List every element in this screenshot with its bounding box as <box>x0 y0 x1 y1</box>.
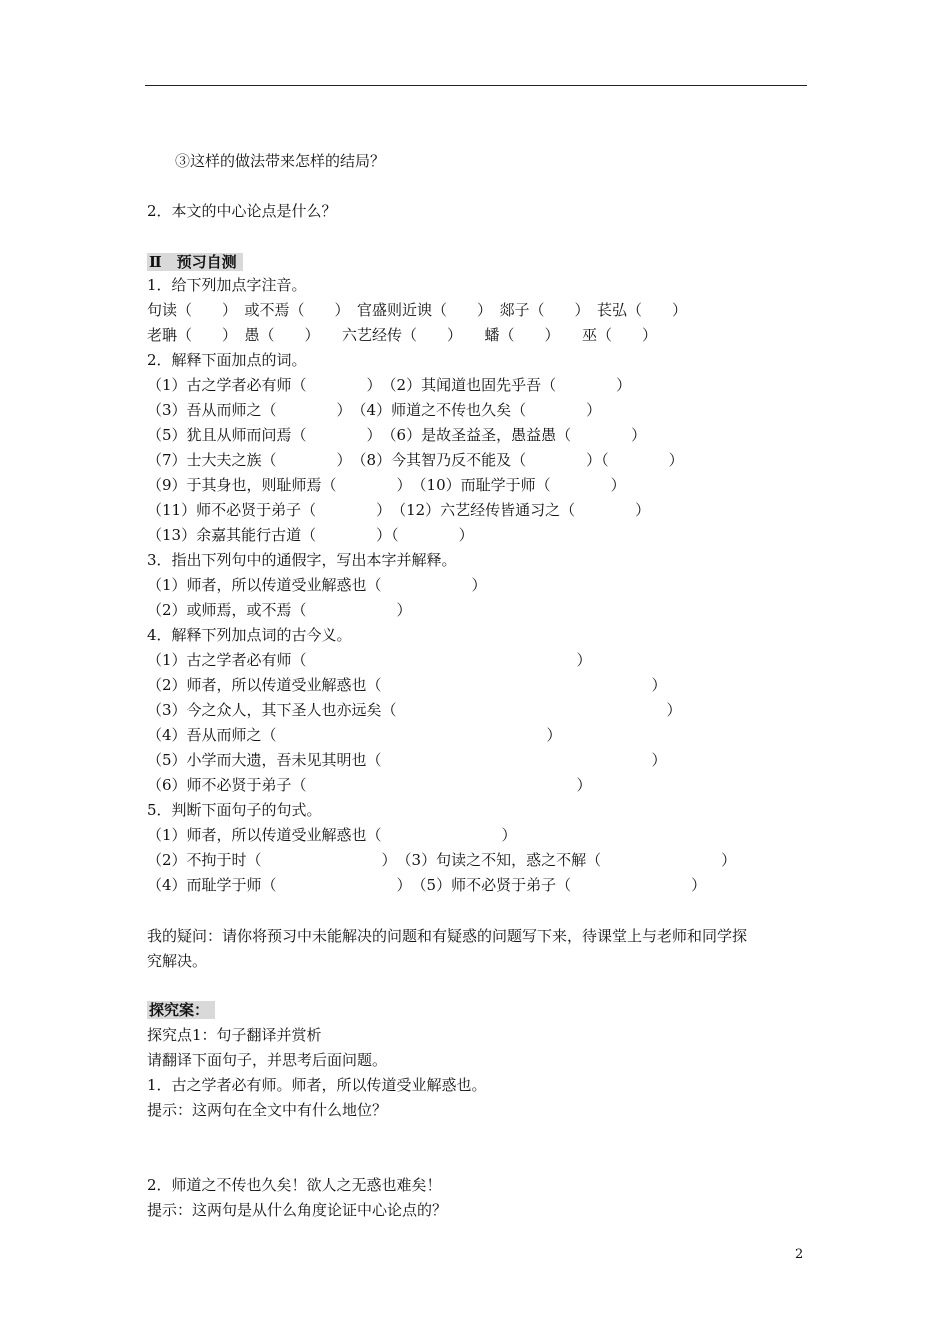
part-4-item: （5）小学而大遗，吾未见其明也（ ） <box>147 751 667 769</box>
part-4-item: （3）今之众人，其下圣人也亦远矣（ ） <box>147 701 682 719</box>
explore-hint-1: 提示：这两句在全文中有什么地位？ <box>147 1101 388 1119</box>
part-4-item: （1）古之学者必有师（ ） <box>147 651 592 669</box>
header-rule <box>145 85 807 86</box>
part-2-item: （7）士大夫之族（ ） （8）今其智乃反不能及（ ）（ ） <box>147 451 684 469</box>
part-2-item: （11）师不必贤于弟子（ ） （12）六艺经传皆通习之（ ） <box>147 501 651 519</box>
explore-sentence-2: 2．师道之不传也久矣！欲人之无惑也难矣！ <box>147 1176 442 1194</box>
explore-title <box>147 1000 215 1020</box>
question-3: ③这样的做法带来怎样的结局？ <box>175 152 386 170</box>
part-1-row-1: 句读（ ） 或不焉（ ） 官盛则近谀（ ） 郯子（ ） 苌弘（ ） <box>147 301 688 319</box>
part-2-item: （3）吾从而师之（ ） （4）师道之不传也久矣（ ） <box>147 401 602 419</box>
explore-hint-2: 提示：这两句是从什么角度论证中心论点的？ <box>147 1201 448 1219</box>
page-number: 2 <box>795 1247 804 1262</box>
part-5-item: （2）不拘于时（ ） （3）句读之不知，惑之不解（ ） <box>147 851 737 869</box>
explore-intro: 请翻译下面句子，并思考后面问题。 <box>147 1051 388 1069</box>
part-4-item: （2）师者，所以传道受业解惑也（ ） <box>147 676 667 694</box>
doubt-line-2: 究解决。 <box>147 952 208 970</box>
part-3-title: 3．指出下列句中的通假字，写出本字并解释。 <box>147 551 457 569</box>
part-4-item: （4）吾从而师之（ ） <box>147 726 562 744</box>
part-1-row-2: 老聃（ ） 愚（ ） 六艺经传（ ） 蟠（ ） 巫（ ） <box>147 326 658 344</box>
part-4-title: 4．解释下列加点词的古今义。 <box>147 626 352 644</box>
explore-sentence-1: 1．古之学者必有师。师者，所以传道受业解惑也。 <box>147 1076 487 1094</box>
part-4-item: （6）师不必贤于弟子（ ） <box>147 776 592 794</box>
explore-point: 探究点1：句子翻译并赏析 <box>147 1026 322 1044</box>
part-5-item: （4）而耻学于师（ ） （5）师不必贤于弟子（ ） <box>147 876 707 894</box>
question-2: 2．本文的中心论点是什么？ <box>147 202 337 220</box>
part-3-item: （1）师者，所以传道受业解惑也（ ） <box>147 576 487 594</box>
part-3-item: （2）或师焉，或不焉（ ） <box>147 601 412 619</box>
part-5-item: （1）师者，所以传道受业解惑也（ ） <box>147 826 517 844</box>
part-5-title: 5．判断下面句子的句式。 <box>147 801 322 819</box>
explore-title-text: 探究案： <box>147 1001 215 1019</box>
part-1-title: 1．给下列加点字注音。 <box>147 276 307 294</box>
part-2-item: （1）古之学者必有师（ ） （2）其闻道也固先乎吾（ ） <box>147 376 632 394</box>
section-2-title-text: Ⅱ 预习自测 <box>147 253 243 271</box>
part-2-item: （9）于其身也，则耻师焉（ ） （10）而耻学于师（ ） <box>147 476 626 494</box>
part-2-item: （5）犹且从师而问焉（ ） （6）是故圣益圣，愚益愚（ ） <box>147 426 647 444</box>
part-2-title: 2．解释下面加点的词。 <box>147 351 307 369</box>
part-2-item: （13）余嘉其能行古道（ ）（ ） <box>147 526 474 544</box>
section-2-title <box>147 252 243 272</box>
doubt-line-1: 我的疑问：请你将预习中未能解决的问题和有疑惑的问题写下来，待课堂上与老师和同学探 <box>147 927 748 945</box>
